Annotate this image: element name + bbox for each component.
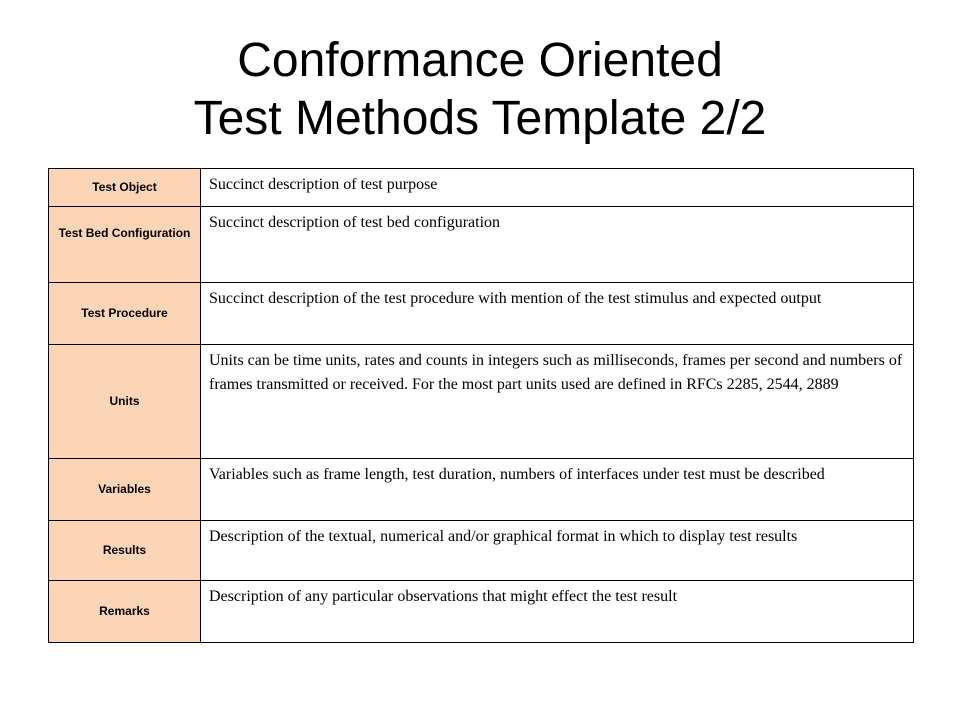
row-label: Remarks xyxy=(49,581,201,642)
row-label: Test Object xyxy=(49,169,201,206)
table-row-test-bed-configuration xyxy=(49,207,913,283)
row-label: Units xyxy=(49,345,201,458)
table-row-test-procedure xyxy=(49,283,913,345)
table-row-results xyxy=(49,521,913,581)
table-row-units xyxy=(49,345,913,459)
row-value: Description of the textual, numerical and/or graphical format in which to display test results xyxy=(209,528,798,545)
slide-title xyxy=(0,32,960,148)
table-row-variables xyxy=(49,459,913,521)
row-label: Test Procedure xyxy=(49,283,201,344)
title-line-2: Test Methods Template 2/2 xyxy=(193,92,767,145)
row-value: Succinct description of test purpose xyxy=(209,176,438,193)
row-label: Test Bed Configuration xyxy=(49,207,201,282)
row-value: Units can be time units, rates and counts in integers such as milliseconds, frames per second and numbers of frames transmitted or received. For the most part units used are defined in RFCs 2285, 2544, 2889 xyxy=(209,352,903,393)
test-methods-table xyxy=(48,168,914,643)
title-line-1: Conformance Oriented xyxy=(237,34,723,87)
row-label: Results xyxy=(49,521,201,580)
row-label: Variables xyxy=(49,459,201,520)
row-value: Succinct description of the test procedure with mention of the test stimulus and expected output xyxy=(209,290,822,307)
row-value: Succinct description of test bed configuration xyxy=(209,214,501,231)
table-row-test-object xyxy=(49,169,913,207)
row-value: Variables such as frame length, test duration, numbers of interfaces under test must be described xyxy=(209,466,825,483)
row-value: Description of any particular observations that might effect the test result xyxy=(209,588,678,605)
table-row-remarks xyxy=(49,581,913,643)
